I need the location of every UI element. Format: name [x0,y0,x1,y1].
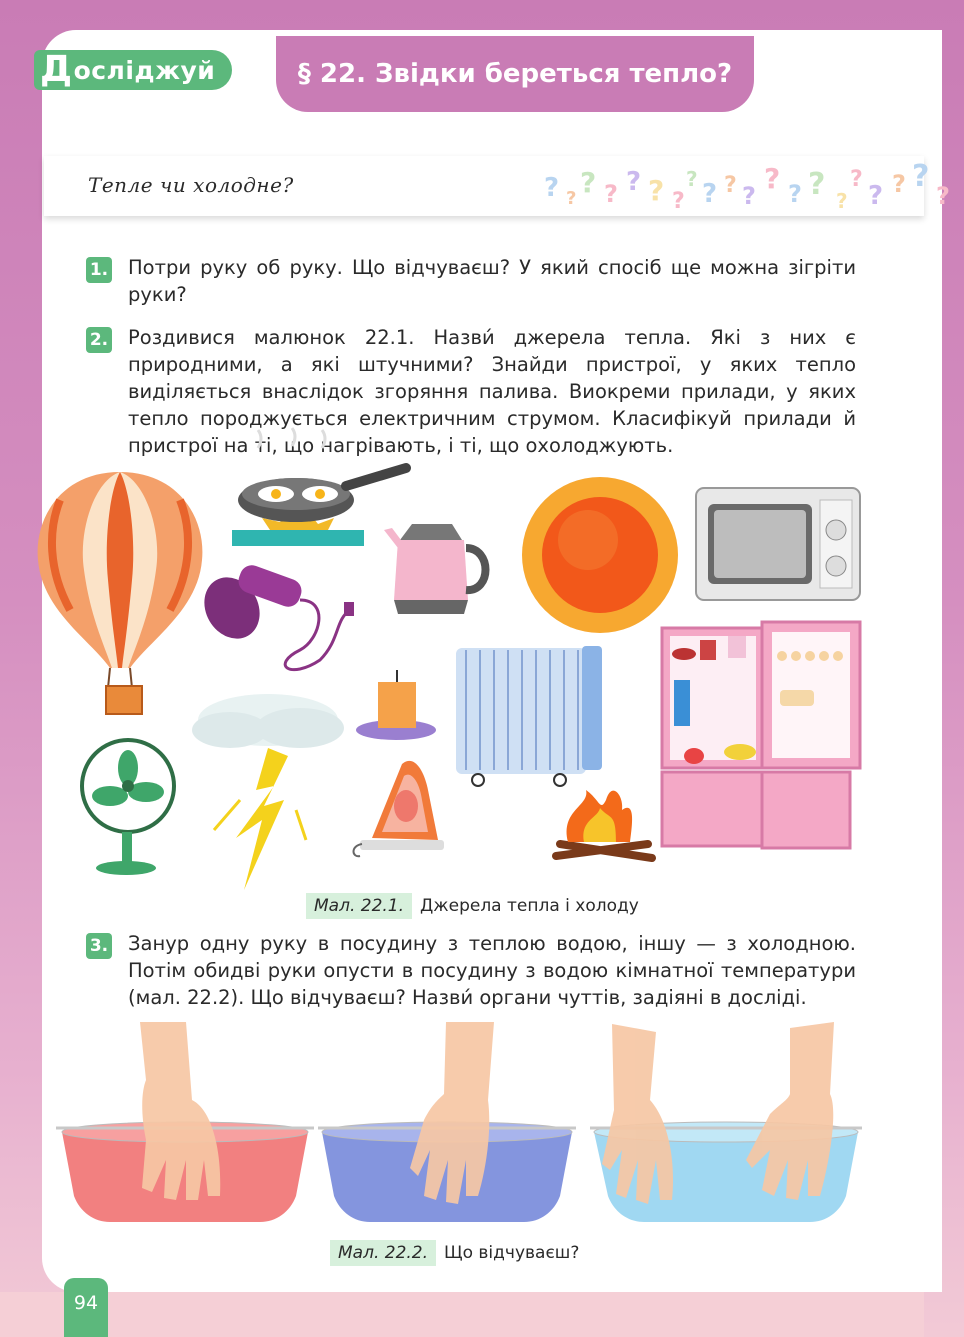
svg-text:?: ? [604,180,618,208]
svg-text:?: ? [672,189,685,214]
task-text: Занур одну руку в посудину з теплою водою, іншу — з холодною. Потім обидві руки опусти в посудину з водою кімнатної температури (мал. 22.2). Що відчуваєш? Назви́ органи чуттів, задіяні в досліді. [128,932,856,1009]
svg-text:?: ? [566,188,577,209]
figure-22-2-caption [330,1240,579,1266]
figure-caption-text: Що відчуваєш? [444,1243,580,1263]
svg-text:?: ? [868,181,884,211]
svg-text:?: ? [892,170,906,198]
svg-text:?: ? [544,173,560,203]
svg-text:?: ? [626,167,642,197]
svg-text:?: ? [648,174,665,207]
svg-text:?: ? [850,167,863,192]
svg-text:?: ? [580,166,597,199]
task-number: 3. [86,933,112,959]
svg-text:?: ? [686,167,698,191]
page-title: § 22. Звідки береться тепло? [276,36,754,112]
tag-text: осліджуй [73,55,216,85]
svg-text:?: ? [764,162,781,195]
svg-text:?: ? [808,167,826,202]
svg-text:?: ? [702,179,718,209]
task-number: 2. [86,327,112,353]
task-number: 1. [86,257,112,283]
figure-caption-text: Джерела тепла і холоду [420,896,639,916]
svg-text:?: ? [742,182,756,210]
svg-text:?: ? [724,173,737,198]
task-text: Потри руку об руку. Що відчуваєш? У який спосіб ще можна зігріти руки? [128,256,856,306]
svg-text:?: ? [936,182,950,210]
svg-text:?: ? [836,189,848,213]
figure-label: Мал. 22.1. [306,893,412,919]
svg-text:?: ? [912,159,930,194]
svg-text:?: ? [788,180,802,208]
section-title: Тепле чи холодне? [88,173,294,197]
figure-label: Мал. 22.2. [330,1240,436,1266]
page-number: 94 [64,1278,108,1337]
task-text: Роздивися малюнок 22.1. Назви́ джерела тепла. Які з них є природними, а які штучними? Знайди пристрої, у яких тепло виділяється внаслідок згоряння палива. Виокреми прилади, у яких тепло породжується електричним струмом. Класифікуй прилади й пристрої на ті, що нагрівають, і ті, що охолоджують. [128,326,856,457]
tag-first-letter: Д [40,49,73,90]
